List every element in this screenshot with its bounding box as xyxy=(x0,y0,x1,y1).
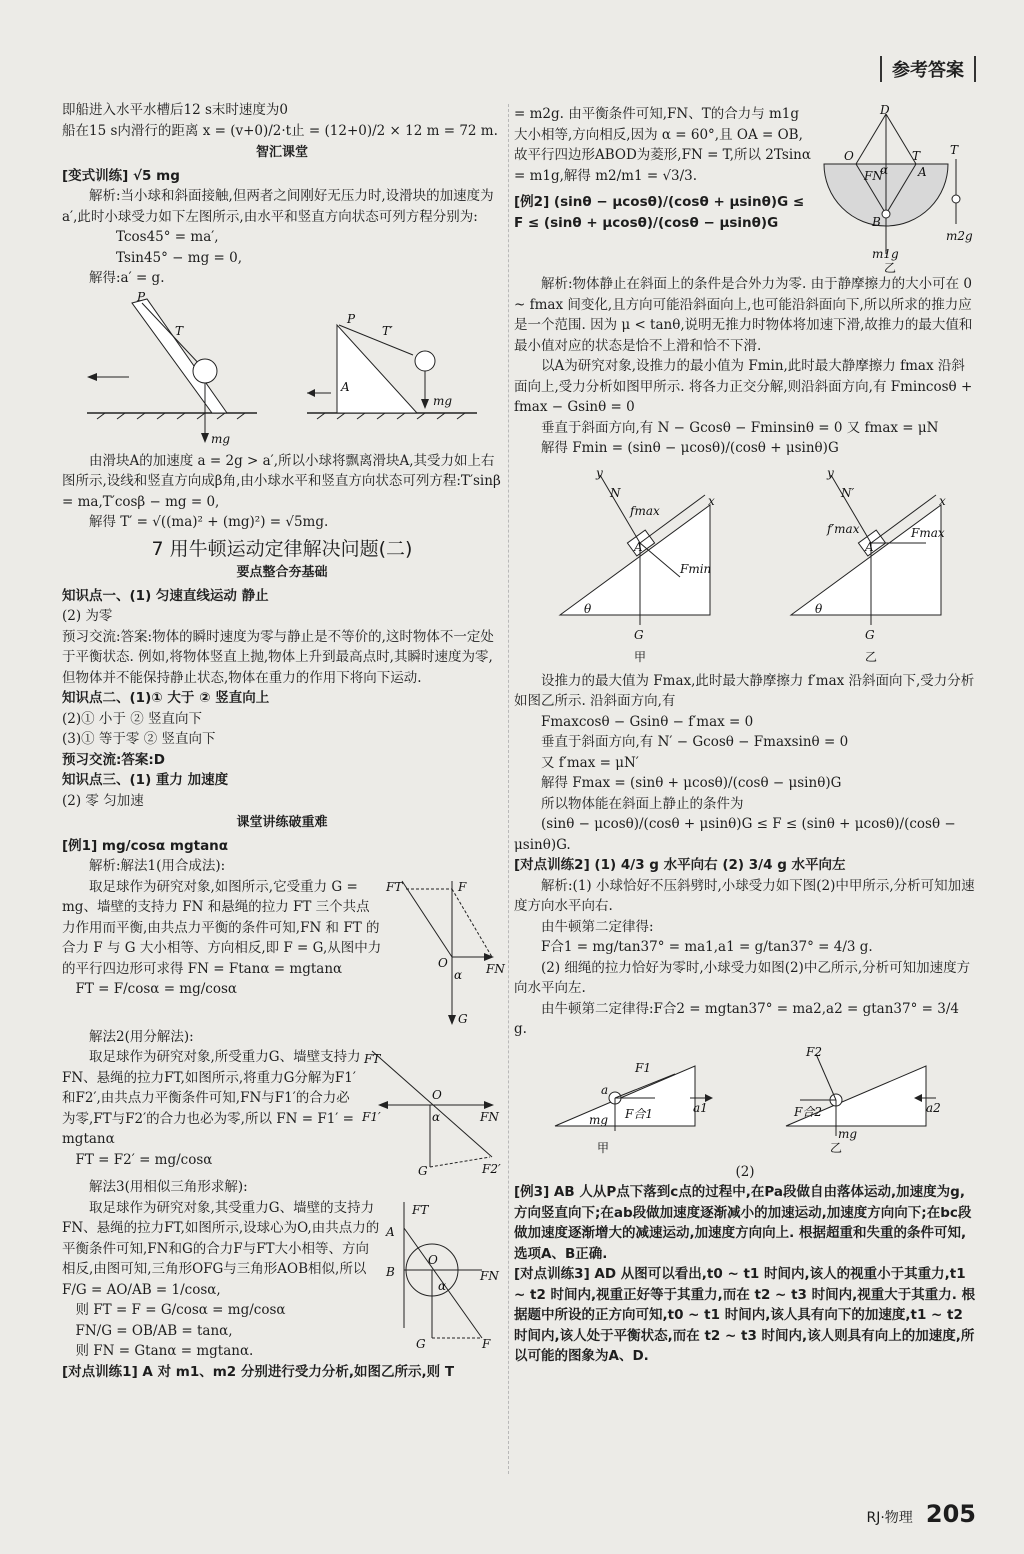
figure-caption: 乙 xyxy=(884,261,897,275)
example-answer: [例3] AB 人从P点下落到c点的过程中,在Pa段做自由落体运动,加速度为g,方向竖直向下;在ab段做加速度逐渐减小的加速运动,加速度方向向下;在bc段做加速度逐渐增大的减速运动,加速度方向向上. 根据超重和失重的条件可知,选项A、B正确. xyxy=(514,1184,972,1262)
paragraph: 所以物体能在斜面上静止的条件为 xyxy=(541,795,744,812)
label-O: O xyxy=(432,1088,442,1102)
label-x: x xyxy=(938,493,946,508)
label-FN: FN xyxy=(864,169,883,183)
figure-row-jia-yi xyxy=(514,465,976,665)
section-heading: 要点整合夯基础 xyxy=(236,565,328,580)
label-FN: FN xyxy=(480,1110,499,1124)
page-number: 205 xyxy=(925,1500,976,1528)
label-mg: mg xyxy=(837,1126,857,1141)
bowl-block xyxy=(514,104,976,274)
paragraph: 取足球作为研究对象,所受重力G、墙壁支持力FN、悬绳的拉力FT,如图所示,将重力G分解为F1′和F2′,由共点力平衡条件可知,FN与F1′的合力必为零,FT与F2′的合力也必为零,所以 FN = F1′ = mgtanα xyxy=(62,1049,361,1147)
left-column xyxy=(62,100,505,1382)
paragraph: 解析:(1) 小球恰好不压斜劈时,小球受力如下图(2)中甲所示,分析可知加速度方向水平向右. xyxy=(514,877,975,914)
text-line: 即船进入水平水槽后12 s末时速度为0 xyxy=(62,102,288,118)
label-N: N′ xyxy=(840,485,854,500)
column-divider xyxy=(508,104,509,1474)
paragraph: 垂直于斜面方向,有 N − Gcosθ − Fminsinθ = 0 又 fmax = μN xyxy=(541,419,939,436)
label-FT: FT xyxy=(364,1052,381,1066)
label-alpha: α xyxy=(880,163,889,177)
ball-incline-yi xyxy=(776,1046,946,1156)
paragraph: 由滑块A的加速度 a = 2g > a′,所以小球将飘离滑块A,其受力如上右图所示,设线和竖直方向成β角,由小球水平和竖直方向状态可列方程:T′sinβ = ma,T′cosβ − mg = 0, xyxy=(62,452,501,510)
label-fmax: fmax xyxy=(629,503,660,518)
label-F: F xyxy=(458,879,467,894)
label-FT: FT xyxy=(386,879,403,894)
method1-block xyxy=(62,877,505,1027)
incline-figure-right xyxy=(307,295,477,445)
label-y: y xyxy=(826,465,834,480)
example-answer: [例2] (sinθ − μcosθ)/(cosθ + μsinθ)G ≤ F ≤ (sinθ + μcosθ)/(cosθ − μsinθ)G xyxy=(514,194,805,231)
label-F1: F1′ xyxy=(362,1110,381,1124)
text-line: 船在15 s内滑行的距离 x = (v+0)/2·t止 = (12+0)/2 × 12 m = 72 m. xyxy=(62,122,498,139)
preview-exchange: 预习交流:答案:物体的瞬时速度为零与静止是不等价的,这时物体不一定处于平衡状态. 例如,将物体竖直上抛,物体上升到最高点时,其瞬时速度为零,但物体并不能保持静止状态,物体在重力的作用下将向下运动. xyxy=(62,628,494,686)
method3-block xyxy=(62,1198,502,1362)
equation: FT = F2′ = mg/cosα xyxy=(75,1151,213,1168)
paragraph: 以A为研究对象,设推力的最小值为 Fmin,此时最大静摩擦力 fmax 沿斜面向上,受力分析如图甲所示. 将各力正交分解,则沿斜面方向,有 Fmincosθ + fmax − Gsinθ = 0 xyxy=(514,358,973,415)
method2-block xyxy=(62,1047,502,1177)
paragraph: (2) 细绳的拉力恰好为零时,小球受力如图(2)中乙所示,分析可知加速度方向水平向左. xyxy=(514,959,971,996)
paragraph: 又 f′max = μN′ xyxy=(541,754,639,771)
label-B: B xyxy=(386,1264,395,1279)
equation: 解得 Fmax = (sinθ + μcosθ)/(cosθ − μsinθ)G xyxy=(541,775,842,791)
label-fmax: f′max xyxy=(826,521,859,536)
label-B: B xyxy=(872,215,881,229)
equation: 则 FT = F = G/cosα = mg/cosα xyxy=(75,1302,286,1318)
paragraph: 解析:物体静止在斜面上的条件是合外力为零. 由于静摩擦力的大小可在 0 ~ fmax 间变化,且方向可能沿斜面向上,也可能沿斜面向下,所以所求的推力应是一个范围. 因为 μ < tanθ,说明无推力时物体将加速下滑,故推力的最大值和最小值对应的状态是恰不上滑和恰不下滑. xyxy=(514,276,973,354)
label-m1g: m1g xyxy=(872,247,899,261)
label-theta: θ xyxy=(814,601,822,616)
exercise-answer: [对点训练3] AD 从图可以看出,t0 ~ t1 时间内,该人的视重小于其重力,t1 ~ t2 时间内,视重正好等于其重力,而在 t2 ~ t3 时间内,视重大于其重力. 根据题中所设的正方向可知,t0 ~ t1 时间内,该人具有向下的加速度,t1 ~ t2 时间内,该人处于平衡状态,而在 t2 ~ t3 时间内,该人则具有向上的加速度,所以可能的图象为A、D. xyxy=(514,1266,976,1364)
label-x: x xyxy=(707,493,715,508)
label-alpha: α xyxy=(438,1278,447,1293)
subject-label: RJ·物理 xyxy=(866,1510,913,1526)
paragraph: 解析:解法1(用合成法): xyxy=(89,858,226,874)
figure-caption: 甲 xyxy=(596,1140,609,1155)
section-heading: 课堂讲练破重难 xyxy=(236,815,328,830)
label-P: P xyxy=(137,289,146,304)
label-D: D xyxy=(880,103,890,117)
paragraph: 解法3(用相似三角形求解): xyxy=(89,1179,248,1195)
label-P: P xyxy=(347,311,356,326)
label-alpha: α xyxy=(454,967,463,982)
label-T: T′ xyxy=(382,323,393,338)
label-G: G xyxy=(864,627,875,642)
figure-row-training2 xyxy=(514,1046,976,1156)
equation: 由牛顿第二定律得:F合2 = mgtan37° = ma2,a2 = gtan37° = 3/4 g. xyxy=(514,1000,959,1037)
incline-figure-left xyxy=(87,289,257,446)
figure-caption: 乙 xyxy=(864,649,877,664)
equation: (sinθ − μcosθ)/(cosθ + μsinθ)G ≤ F ≤ (sinθ + μcosθ)/(cosθ − μsinθ)G. xyxy=(514,816,956,853)
knowledge-point: (3)① 等于零 ② 竖直向下 xyxy=(62,731,216,747)
label-FT: FT xyxy=(412,1202,429,1217)
force-figure-similar-triangle xyxy=(382,1198,502,1351)
label-A: A xyxy=(864,539,874,554)
paragraph: 解析:当小球和斜面接触,但两者之间刚好无压力时,设滑块的加速度为a′,此时小球受力如下左图所示,由水平和竖直方向状态可列方程分别为: xyxy=(62,188,494,225)
equation: Tcos45° = ma′, xyxy=(116,229,219,245)
label-FN: FN xyxy=(480,1268,499,1283)
label-a: a xyxy=(600,1082,608,1097)
knowledge-point: 知识点一、(1) 匀速直线运动 静止 xyxy=(62,587,269,604)
exercise-answer: [变式训练] √5 mg xyxy=(62,167,180,184)
incline-force-jia xyxy=(530,465,730,665)
equation: 解得 Fmin = (sinθ − μcosθ)/(cosθ + μsinθ)G xyxy=(541,440,839,456)
knowledge-point: 知识点二、(1)① 大于 ② 竖直向上 xyxy=(62,690,270,706)
label-T2: T xyxy=(950,143,959,157)
exercise-answer: [对点训练1] A 对 m1、m2 分别进行受力分析,如图乙所示,则 T xyxy=(62,1363,455,1380)
ball-incline-jia xyxy=(545,1046,715,1156)
label-O: O xyxy=(844,149,854,163)
figure-row-incline xyxy=(62,289,502,446)
label-mg: mg xyxy=(588,1112,608,1127)
paragraph: 由牛顿第二定律得: xyxy=(541,918,654,935)
incline-force-yi xyxy=(761,465,961,665)
label-m2g: m2g xyxy=(946,229,973,243)
bowl-figure xyxy=(816,104,976,274)
label-F2: F2 xyxy=(805,1044,822,1059)
label-N: N xyxy=(609,485,620,500)
paragraph: 解得:a′ = g. xyxy=(89,270,165,286)
chapter-title: 7 用牛顿运动定律解决问题(二) xyxy=(151,537,413,560)
exercise-answer: [对点训练2] (1) 4/3 g 水平向右 (2) 3/4 g 水平向左 xyxy=(514,857,846,873)
label-Fhe: F合1 xyxy=(624,1106,653,1121)
label-alpha: α xyxy=(432,1110,441,1124)
label-A: A xyxy=(918,165,927,179)
equation: 则 FN = Gtanα = mgtanα. xyxy=(75,1343,254,1359)
knowledge-point: 知识点三、(1) 重力 加速度 xyxy=(62,772,229,788)
label-Fmax: Fmax xyxy=(910,525,945,540)
label-FN: FN xyxy=(486,961,505,976)
label-G: G xyxy=(418,1164,428,1178)
label-O: O xyxy=(438,955,448,970)
paragraph: 垂直于斜面方向,有 N′ − Gcosθ − Fmaxsinθ = 0 xyxy=(541,734,849,750)
section-heading: 智汇课堂 xyxy=(255,145,308,160)
equation: Tsin45° − mg = 0, xyxy=(116,249,243,266)
label-T: T xyxy=(912,149,921,163)
paragraph: 解法2(用分解法): xyxy=(89,1028,194,1045)
label-theta: θ xyxy=(583,601,591,616)
paragraph: 取足球作为研究对象,其受重力G、墙壁的支持力FN、悬绳的拉力FT,如图所示,设球心为O,由共点力的平衡条件可知,FN和G的合力F与FT大小相等、方向相反,由图可知,三角形OFG与三角形AOB相似,所以 F/G = AO/AB = 1/cosα, xyxy=(62,1199,380,1298)
figure-caption: (2) xyxy=(735,1163,755,1180)
label-Fmin: Fmin xyxy=(679,561,711,576)
label-G: G xyxy=(633,627,644,642)
label-F1: F1 xyxy=(634,1060,651,1075)
label-A: A xyxy=(386,1224,395,1239)
paragraph: = m2g. 由平衡条件可知,FN、T的合力与 m1g 大小相等,方向相反,因为 α = 60°,且 OA = OB,故平行四边形ABOD为菱形,FN = T,所以 2Tsinα = m1g,解得 m2/m1 = √3/3. xyxy=(514,106,811,184)
equation: FT = F/cosα = mg/cosα xyxy=(75,981,238,997)
equation: 解得 T′ = √((ma)² + (mg)²) = √5mg. xyxy=(89,514,329,530)
section-header: 参考答案 xyxy=(880,56,976,82)
knowledge-point: (2) 零 匀加速 xyxy=(62,792,144,809)
label-G: G xyxy=(416,1336,426,1351)
paragraph: 设推力的最大值为 Fmax,此时最大静摩擦力 f′max 沿斜面向下,受力分析如图乙所示. 沿斜面方向,有 xyxy=(514,672,975,709)
equation: F合1 = mg/tan37° = ma1,a1 = g/tan37° = 4/3 g. xyxy=(541,939,873,955)
page-footer xyxy=(866,1500,976,1528)
figure-caption: 乙 xyxy=(829,1140,842,1155)
label-O: O xyxy=(428,1252,438,1267)
paragraph: 取足球作为研究对象,如图所示,它受重力 G = mg、墙壁的支持力 FN 和悬绳的拉力 FT 三个共点力作用而平衡,由共点力平衡的条件可知,FN 和 FT 的合力 F 与 G 大小相等、方向相反,即 F = G,从图中力的平行四边形可求得 FN = Ftanα = mgtanα xyxy=(62,878,382,977)
label-Fhe: F合2 xyxy=(793,1104,822,1119)
label-a1: a1 xyxy=(692,1100,708,1115)
knowledge-point: (2)① 小于 ② 竖直向下 xyxy=(62,710,202,727)
preview-exchange: 预习交流:答案:D xyxy=(62,751,166,768)
equation: Fmaxcosθ − Gsinθ − f′max = 0 xyxy=(541,713,754,730)
label-F: F xyxy=(482,1336,491,1351)
right-column xyxy=(514,104,976,1367)
label-A: A xyxy=(633,539,643,554)
label-mg: mg xyxy=(211,431,231,446)
label-y: y xyxy=(595,465,603,480)
force-figure-synthesis xyxy=(382,877,505,1027)
force-figure-decomposition xyxy=(362,1047,502,1177)
equation: FN/G = OB/AB = tanα, xyxy=(75,1322,233,1339)
knowledge-point: (2) 为零 xyxy=(62,608,113,624)
figure-caption: 甲 xyxy=(633,649,646,664)
label-G: G xyxy=(458,1011,468,1026)
label-A: A xyxy=(341,379,350,394)
label-T: T xyxy=(175,323,184,338)
example-answer: [例1] mg/cosα mgtanα xyxy=(62,837,229,854)
label-F2: F2′ xyxy=(482,1162,501,1176)
label-a2: a2 xyxy=(925,1100,941,1115)
label-mg: mg xyxy=(433,393,453,408)
